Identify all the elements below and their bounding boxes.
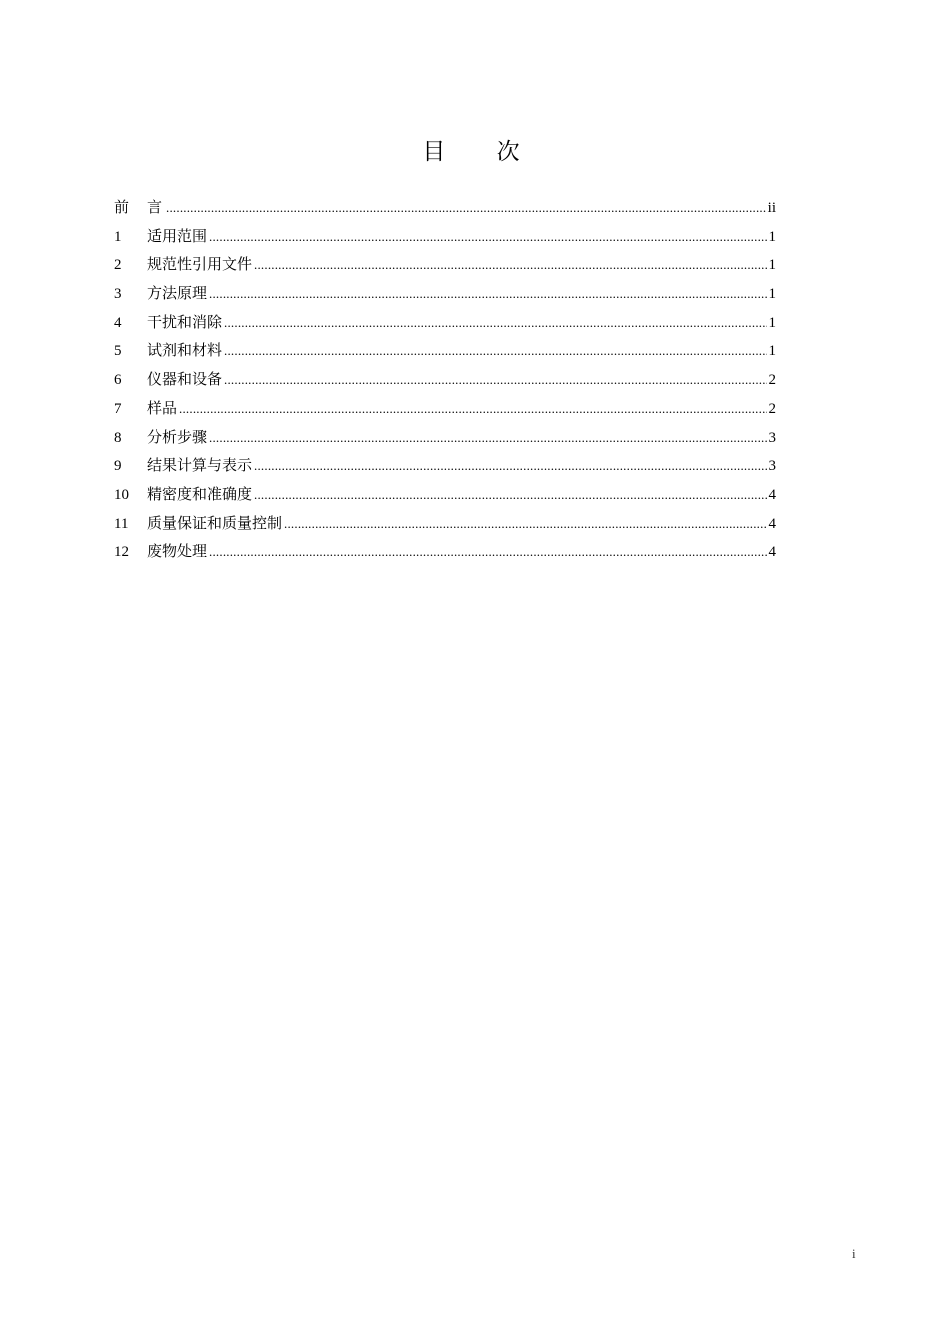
toc-item-title: 质量保证和质量控制 xyxy=(147,513,283,532)
dot-leader xyxy=(209,424,766,453)
toc-item-4[interactable] xyxy=(114,308,776,337)
toc-item-title: 干扰和消除 xyxy=(147,312,223,331)
toc-item-number: 4 xyxy=(114,314,122,331)
toc-item-number: 5 xyxy=(114,343,122,360)
dot-leader xyxy=(224,309,766,338)
toc-item-number: 3 xyxy=(114,286,122,303)
toc-item-preface[interactable] xyxy=(114,193,776,222)
toc-item-5[interactable] xyxy=(114,336,776,365)
dot-leader xyxy=(254,481,766,510)
toc-item-title: 适用范围 xyxy=(147,226,208,245)
toc-item-page: 4 xyxy=(768,486,776,503)
toc-item-10[interactable] xyxy=(114,480,776,509)
toc-item-page: 3 xyxy=(768,429,776,446)
table-of-contents xyxy=(114,193,776,566)
dot-leader xyxy=(254,251,766,280)
toc-item-title: 方法原理 xyxy=(147,284,208,303)
toc-item-title: 样品 xyxy=(147,398,178,417)
dot-leader xyxy=(254,452,766,481)
toc-item-page: 1 xyxy=(768,257,776,274)
toc-item-page: 1 xyxy=(768,314,776,331)
dot-leader xyxy=(209,280,766,309)
toc-item-number: 1 xyxy=(114,228,122,245)
dot-leader xyxy=(166,194,766,223)
toc-item-1[interactable] xyxy=(114,222,776,251)
toc-item-3[interactable] xyxy=(114,279,776,308)
toc-item-11[interactable] xyxy=(114,509,776,538)
toc-item-page: 3 xyxy=(768,458,776,475)
toc-item-page: 1 xyxy=(768,228,776,245)
toc-item-title: 分析步骤 xyxy=(147,427,208,446)
dot-leader xyxy=(179,395,766,424)
toc-item-title: 废物处理 xyxy=(147,542,208,561)
toc-item-8[interactable] xyxy=(114,423,776,452)
toc-item-title: 精密度和准确度 xyxy=(147,484,253,503)
toc-item-number: 11 xyxy=(114,515,129,532)
toc-item-number: 8 xyxy=(114,429,122,446)
toc-item-number: 6 xyxy=(114,372,122,389)
toc-item-number: 10 xyxy=(114,486,129,503)
toc-item-page: 1 xyxy=(768,286,776,303)
page-title: 目 次 xyxy=(422,139,542,165)
dot-leader xyxy=(209,538,766,567)
page-number: i xyxy=(852,1246,856,1261)
dot-leader xyxy=(284,510,766,539)
toc-item-page: 1 xyxy=(768,343,776,360)
toc-item-number: 12 xyxy=(114,544,129,561)
toc-item-page: 4 xyxy=(768,515,776,532)
toc-item-page: 2 xyxy=(768,400,776,417)
toc-item-2[interactable] xyxy=(114,250,776,279)
toc-item-7[interactable] xyxy=(114,394,776,423)
toc-item-6[interactable] xyxy=(114,365,776,394)
toc-item-page: ii xyxy=(767,200,776,216)
toc-item-12[interactable] xyxy=(114,537,776,566)
toc-item-title: 结果计算与表示 xyxy=(147,456,253,475)
dot-leader xyxy=(209,223,766,252)
toc-item-title: 前言 xyxy=(114,198,181,216)
toc-item-number: 9 xyxy=(114,458,122,475)
toc-item-title: 仪器和设备 xyxy=(147,370,223,389)
dot-leader xyxy=(224,337,766,366)
dot-leader xyxy=(224,366,766,395)
toc-item-page: 4 xyxy=(768,544,776,561)
toc-item-number: 7 xyxy=(114,400,122,417)
toc-item-page: 2 xyxy=(768,372,776,389)
toc-item-title: 试剂和材料 xyxy=(147,341,223,360)
toc-item-number: 2 xyxy=(114,257,122,274)
toc-item-9[interactable] xyxy=(114,451,776,480)
toc-item-title: 规范性引用文件 xyxy=(147,255,253,274)
